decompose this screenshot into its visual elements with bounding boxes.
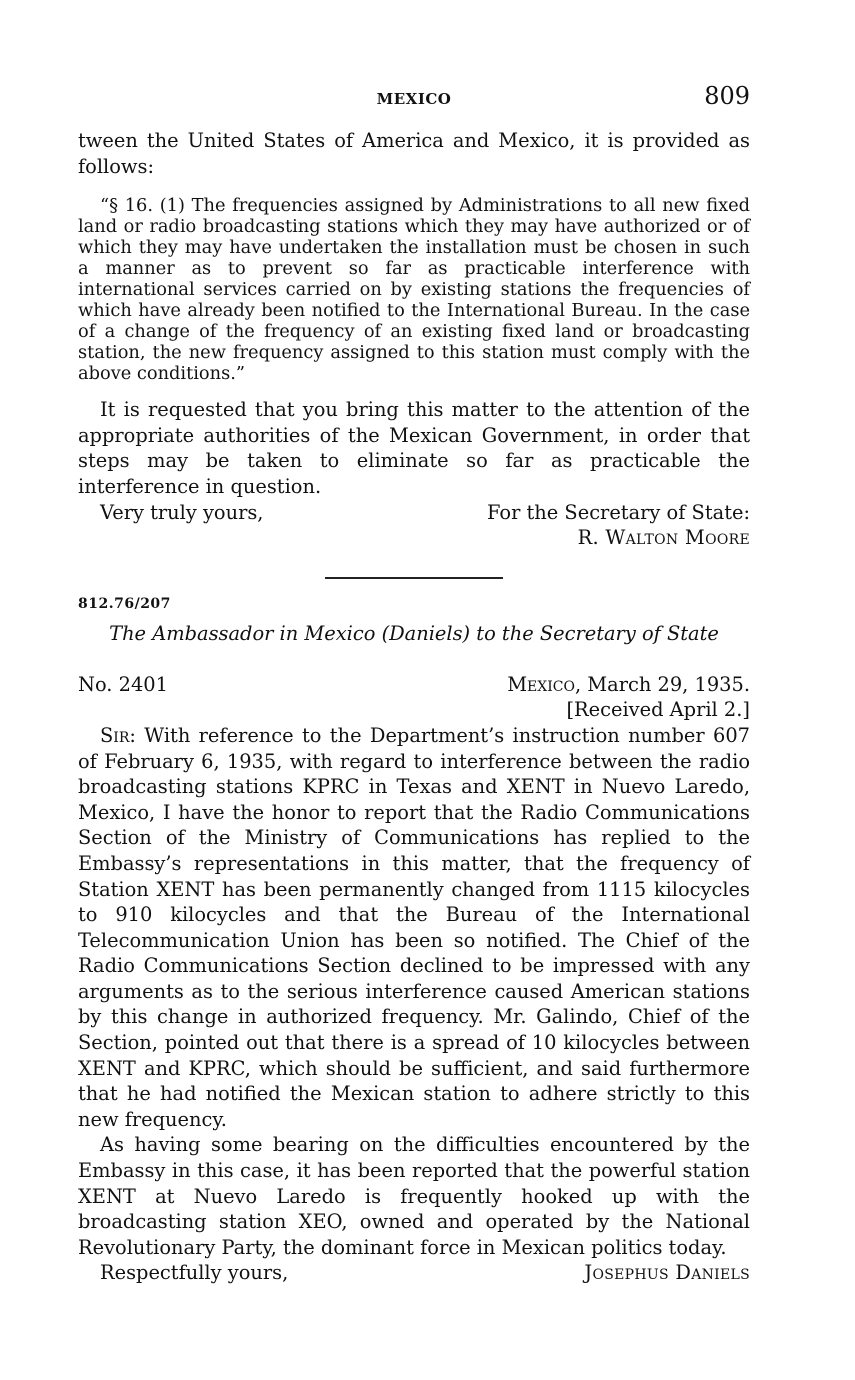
running-head: [78, 84, 750, 112]
document-page: [78, 84, 750, 1286]
date: , March 29, 1935.: [574, 672, 750, 696]
closing-phrase: Respectfully yours,: [100, 1261, 289, 1285]
received-date: [Received April 2.]: [566, 698, 750, 722]
section-divider: [325, 577, 503, 579]
intro-paragraph: tween the United States of America and Mexico, it is provided as follows:: [78, 129, 750, 178]
dateline: [78, 672, 750, 698]
place-date: [507, 672, 750, 698]
salutation: Sir: [100, 723, 130, 747]
signature-moore: R. Walton Moore: [577, 526, 750, 550]
closing-left: Very truly yours,: [100, 500, 264, 524]
file-number: 812.76/207: [78, 595, 171, 612]
final-closing: [78, 1260, 750, 1286]
quoted-regulation: “§ 16. (1) The frequencies assigned by Administrations to all new fixed land or radio broadcasting stations which they may have authorized or of which they may have undertaken the installation must be chosen in such a manner as to prevent so far as practicable interference with international services carried on by existing stations the frequencies of which have already been notified to the International Bureau. In the case of a change of the frequency of an existing fixed land or broadcasting station, the new frequency assigned to this station must comply with the above conditions.”: [78, 195, 750, 385]
place: Mexico: [507, 672, 575, 696]
document-heading: The Ambassador in Mexico (Daniels) to the Secretary of State: [109, 621, 719, 645]
dispatch-number: No. 2401: [78, 672, 168, 696]
page-number: 809: [704, 82, 750, 110]
body-paragraph-1-text: : With reference to the Department’s instruction number 607 of February 6, 1935, with regard to interference between the radio broadcasting stations KPRC in Texas and XENT in Nuevo Laredo, Mexico, I have the honor to report that the Radio Communications Section of the Ministry of Communications has replied to the Embassy’s representations in this matter, that the frequency of Station XENT has been permanently changed from 1115 kilocycles to 910 kilocycles and that the Bureau of the International Telecommunication Union has been so notified. The Chief of the Radio Communications Section declined to be impressed with any arguments as to the serious interference caused American stations by this change in authorized frequency. Mr. Galindo, Chief of the Section, pointed out that there is a spread of 10 kilocycles between XENT and KPRC, which should be sufficient, and said furthermore that he had notified the Mexican station to adhere strictly to this new frequency.: [78, 723, 750, 1131]
body-paragraph-2: As having some bearing on the difficulties encountered by the Embassy in this case, it has been reported that the powerful station XENT at Nuevo Laredo is frequently hooked up with the broadcasting station XEO, owned and operated by the National Revolutionary Party, the dominant force in Mexican politics today.: [78, 1133, 750, 1259]
body-paragraph-1: [78, 723, 750, 1133]
signature-daniels: Josephus Daniels: [584, 1261, 750, 1285]
closing-line: [78, 500, 750, 526]
request-paragraph: It is requested that you bring this matter to the attention of the appropriate authorities of the Mexican Government, in order that steps may be taken to eliminate so far as practicable the interference in question.: [78, 398, 750, 498]
closing-right: For the Secretary of State:: [487, 500, 750, 524]
running-title: MEXICO: [376, 90, 452, 108]
